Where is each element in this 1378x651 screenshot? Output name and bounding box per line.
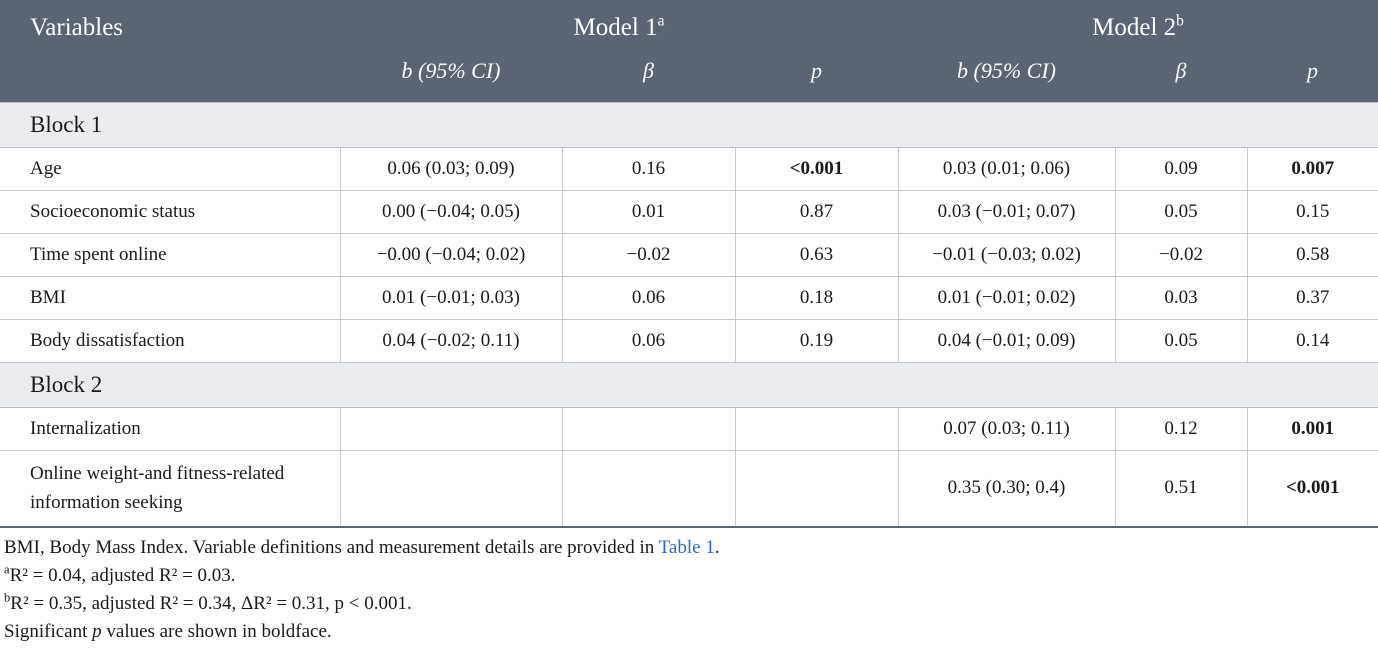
cell-m1-b-ci: −0.00 (−0.04; 0.02) [340,234,562,277]
footnote-a [4,563,1374,590]
header-model-2-sup: b [1176,12,1184,30]
cell-m1-b-ci: 0.06 (0.03; 0.09) [340,148,562,191]
cell-m1-p: 0.19 [735,320,898,363]
row-label: Time spent online [0,234,340,277]
cell-m1-beta: 0.16 [562,148,735,191]
cell-m2-b-ci: 0.07 (0.03; 0.11) [898,408,1115,451]
footnote-a-text: R² = 0.04, adjusted R² = 0.03. [9,564,236,586]
cell-m2-b-ci: 0.03 (0.01; 0.06) [898,148,1115,191]
footnote-b-text: R² = 0.35, adjusted R² = 0.34, ΔR² = 0.31, p < 0.001. [10,592,412,614]
cell-m2-p: 0.14 [1247,320,1378,363]
section-row [0,363,1378,408]
cell-m1-p: <0.001 [735,148,898,191]
cell-m1-beta [562,451,735,527]
footnote-bmi-pre: BMI, Body Mass Index. Variable definitions and measurement details are provided in [4,536,659,558]
header-model-2 [898,0,1378,52]
row-label: Socioeconomic status [0,191,340,234]
row-label: Online weight-and fitness-related information seeking [0,451,340,527]
cell-m1-beta: 0.01 [562,191,735,234]
header-model-1-sup: a [657,12,665,30]
cell-m1-b-ci: 0.04 (−0.02; 0.11) [340,320,562,363]
cell-m1-beta: −0.02 [562,234,735,277]
cell-m2-p: <0.001 [1247,451,1378,527]
section-title: Block 2 [0,363,1378,408]
header-variables: Variables [0,0,340,103]
footnote-a-sup: a [4,562,10,577]
section-row [0,103,1378,148]
row-label: Internalization [0,408,340,451]
cell-m1-p: 0.87 [735,191,898,234]
cell-m2-b-ci: 0.35 (0.30; 0.4) [898,451,1115,527]
cell-m1-b-ci: 0.01 (−0.01; 0.03) [340,277,562,320]
header-m1-p: p [735,52,898,103]
cell-m2-beta: 0.05 [1115,191,1247,234]
section-title: Block 1 [0,103,1378,148]
cell-m1-b-ci: 0.00 (−0.04; 0.05) [340,191,562,234]
row-label: Body dissatisfaction [0,320,340,363]
footnote-sig-post: values are shown in boldface. [101,620,332,642]
row-label: BMI [0,277,340,320]
footnote-sig-p: p [92,620,102,642]
table-header [0,0,1378,103]
header-m1-b-ci: b (95% CI) [340,52,562,103]
cell-m2-p: 0.15 [1247,191,1378,234]
footnote-bmi-post: . [714,536,720,558]
table-row [0,451,1378,527]
cell-m2-b-ci: −0.01 (−0.03; 0.02) [898,234,1115,277]
cell-m2-p: 0.37 [1247,277,1378,320]
footnote-sig-pre: Significant [4,620,93,642]
cell-m2-beta: 0.12 [1115,408,1247,451]
cell-m1-beta: 0.06 [562,277,735,320]
table-row [0,408,1378,451]
cell-m2-beta: 0.09 [1115,148,1247,191]
header-m1-beta: β [562,52,735,103]
cell-m2-beta: 0.03 [1115,277,1247,320]
cell-m2-b-ci: 0.04 (−0.01; 0.09) [898,320,1115,363]
cell-m1-p: 0.63 [735,234,898,277]
table-row [0,148,1378,191]
footnote-bmi [4,535,1374,562]
header-m2-beta: β [1115,52,1247,103]
table-row [0,277,1378,320]
table-row [0,234,1378,277]
cell-m1-p [735,408,898,451]
footnote-table1-link[interactable]: Table 1 [658,536,715,558]
cell-m2-p: 0.007 [1247,148,1378,191]
cell-m2-beta: 0.51 [1115,451,1247,527]
footnote-b [4,591,1374,618]
footnote-significance [4,619,1374,646]
cell-m2-b-ci: 0.01 (−0.01; 0.02) [898,277,1115,320]
cell-m1-beta [562,408,735,451]
cell-m2-beta: −0.02 [1115,234,1247,277]
table-body [0,103,1378,527]
table-footnotes [0,528,1378,651]
table-row [0,191,1378,234]
row-label: Age [0,148,340,191]
header-row-top [0,0,1378,52]
cell-m2-p: 0.001 [1247,408,1378,451]
cell-m1-b-ci [340,451,562,527]
cell-m1-b-ci [340,408,562,451]
cell-m1-beta: 0.06 [562,320,735,363]
cell-m2-p: 0.58 [1247,234,1378,277]
table-row [0,320,1378,363]
footnote-b-sup: b [4,590,11,605]
cell-m1-p: 0.18 [735,277,898,320]
header-m2-p: p [1247,52,1378,103]
header-m2-b-ci: b (95% CI) [898,52,1115,103]
cell-m2-b-ci: 0.03 (−0.01; 0.07) [898,191,1115,234]
header-model-1-label: Model 1 [573,14,658,41]
cell-m2-beta: 0.05 [1115,320,1247,363]
cell-m1-p [735,451,898,527]
header-model-2-label: Model 2 [1092,14,1177,41]
header-model-1 [340,0,898,52]
